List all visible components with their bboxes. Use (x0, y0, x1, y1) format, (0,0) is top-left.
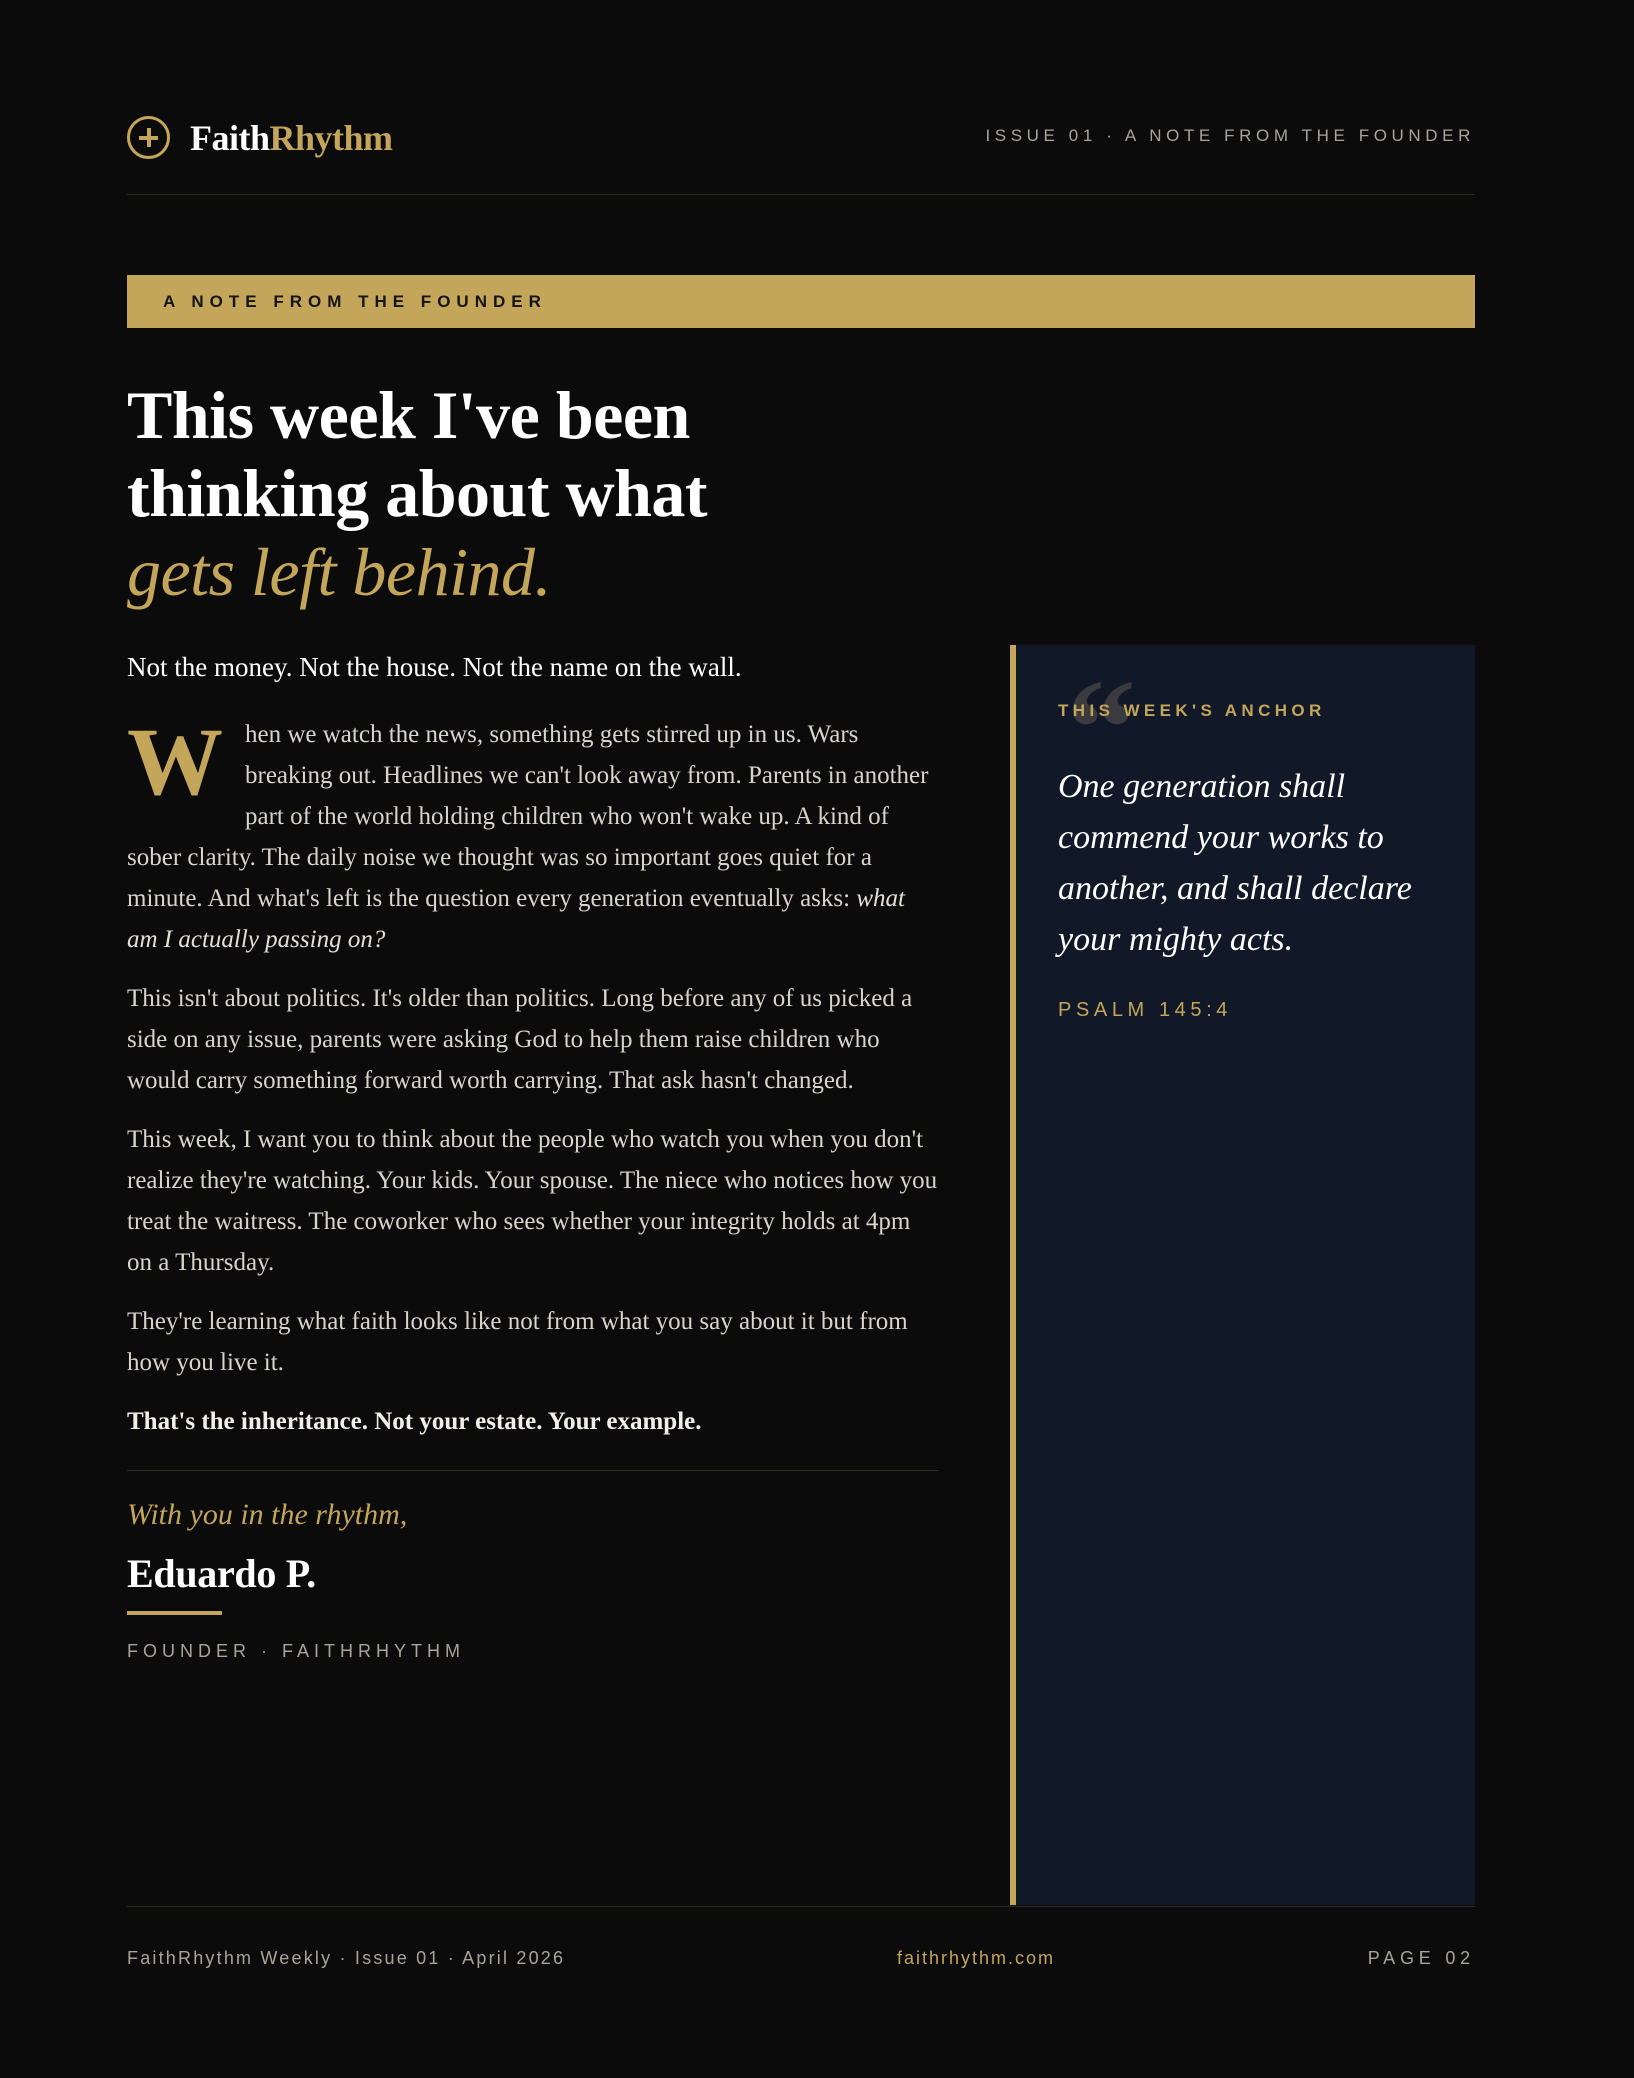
scripture-quote: One generation shall commend your works to another, and shall declare your mighty acts. (1058, 768, 1412, 958)
paragraph-1-text: hen we watch the news, something gets stirred up in us. Wars breaking out. Headlines we can't look away from. Parents in another part of the world holding children who won't wake up. A kind of sober clarity. The daily noise we thought was so important goes quiet for a minute. And what's left is the question every generation eventually asks: (127, 721, 929, 912)
signature-role: FOUNDER · FAITHRHYTHM (127, 1641, 465, 1661)
page-number: PAGE 02 (1367, 1948, 1475, 1968)
article-lede: Not the money. Not the house. Not the name on the wall. (127, 652, 742, 682)
signature-underline (127, 1611, 222, 1615)
title-line-2: thinking about what (127, 455, 708, 531)
paragraph-2: This isn't about politics. It's older than politics. Long before any of us picked a side on any issue, parents were asking God to help them raise children who would carry something forward worth carrying. That ask hasn't changed. (127, 985, 913, 1094)
drop-cap: W (127, 708, 223, 815)
footer-divider (127, 1906, 1475, 1907)
paragraph-1 (127, 708, 939, 960)
signature-divider (127, 1470, 939, 1471)
paragraph-5: That's the inheritance. Not your estate. Your example. (127, 1408, 702, 1435)
article-body (127, 650, 939, 1662)
sidebar-label: THIS WEEK'S ANCHOR (1058, 701, 1326, 720)
brand-name-rhythm: Rhythm (269, 117, 393, 158)
paragraph-1-emphasis: what am I actually passing on? (127, 885, 905, 953)
header-divider (127, 194, 1475, 195)
anchor-sidebar (1010, 645, 1475, 1905)
signature-greeting: With you in the rhythm, (127, 1498, 408, 1531)
paragraph-4: They're learning what faith looks like not from what you say about it but from how you live it. (127, 1308, 908, 1376)
header (127, 112, 1475, 162)
issue-label: ISSUE 01 · A NOTE FROM THE FOUNDER (985, 126, 1475, 145)
signature-name: Eduardo P. (127, 1551, 316, 1596)
title-accent: gets left behind. (127, 534, 551, 610)
footer-publication: FaithRhythm Weekly · Issue 01 · April 2026 (127, 1948, 566, 1968)
quote-mark-icon: “ (1066, 651, 1136, 806)
page-title (127, 376, 1027, 612)
cross-circle-icon (127, 116, 170, 159)
footer-website-link[interactable]: faithrhythm.com (897, 1948, 1056, 1968)
brand-name (190, 117, 393, 159)
scripture-reference: PSALM 145:4 (1058, 999, 1233, 1021)
brand-logo[interactable] (127, 116, 393, 159)
title-line-1: This week I've been (127, 377, 690, 453)
footer (127, 1948, 1475, 1972)
newsletter-page (127, 0, 1475, 2078)
section-banner: A NOTE FROM THE FOUNDER (127, 275, 1475, 328)
brand-name-faith: Faith (190, 117, 270, 158)
paragraph-3: This week, I want you to think about the people who watch you when you don't realize they're watching. Your kids. Your spouse. The niece who notices how you treat the waitress. The coworker who sees whether your integrity holds at 4pm on a Thursday. (127, 1126, 938, 1276)
